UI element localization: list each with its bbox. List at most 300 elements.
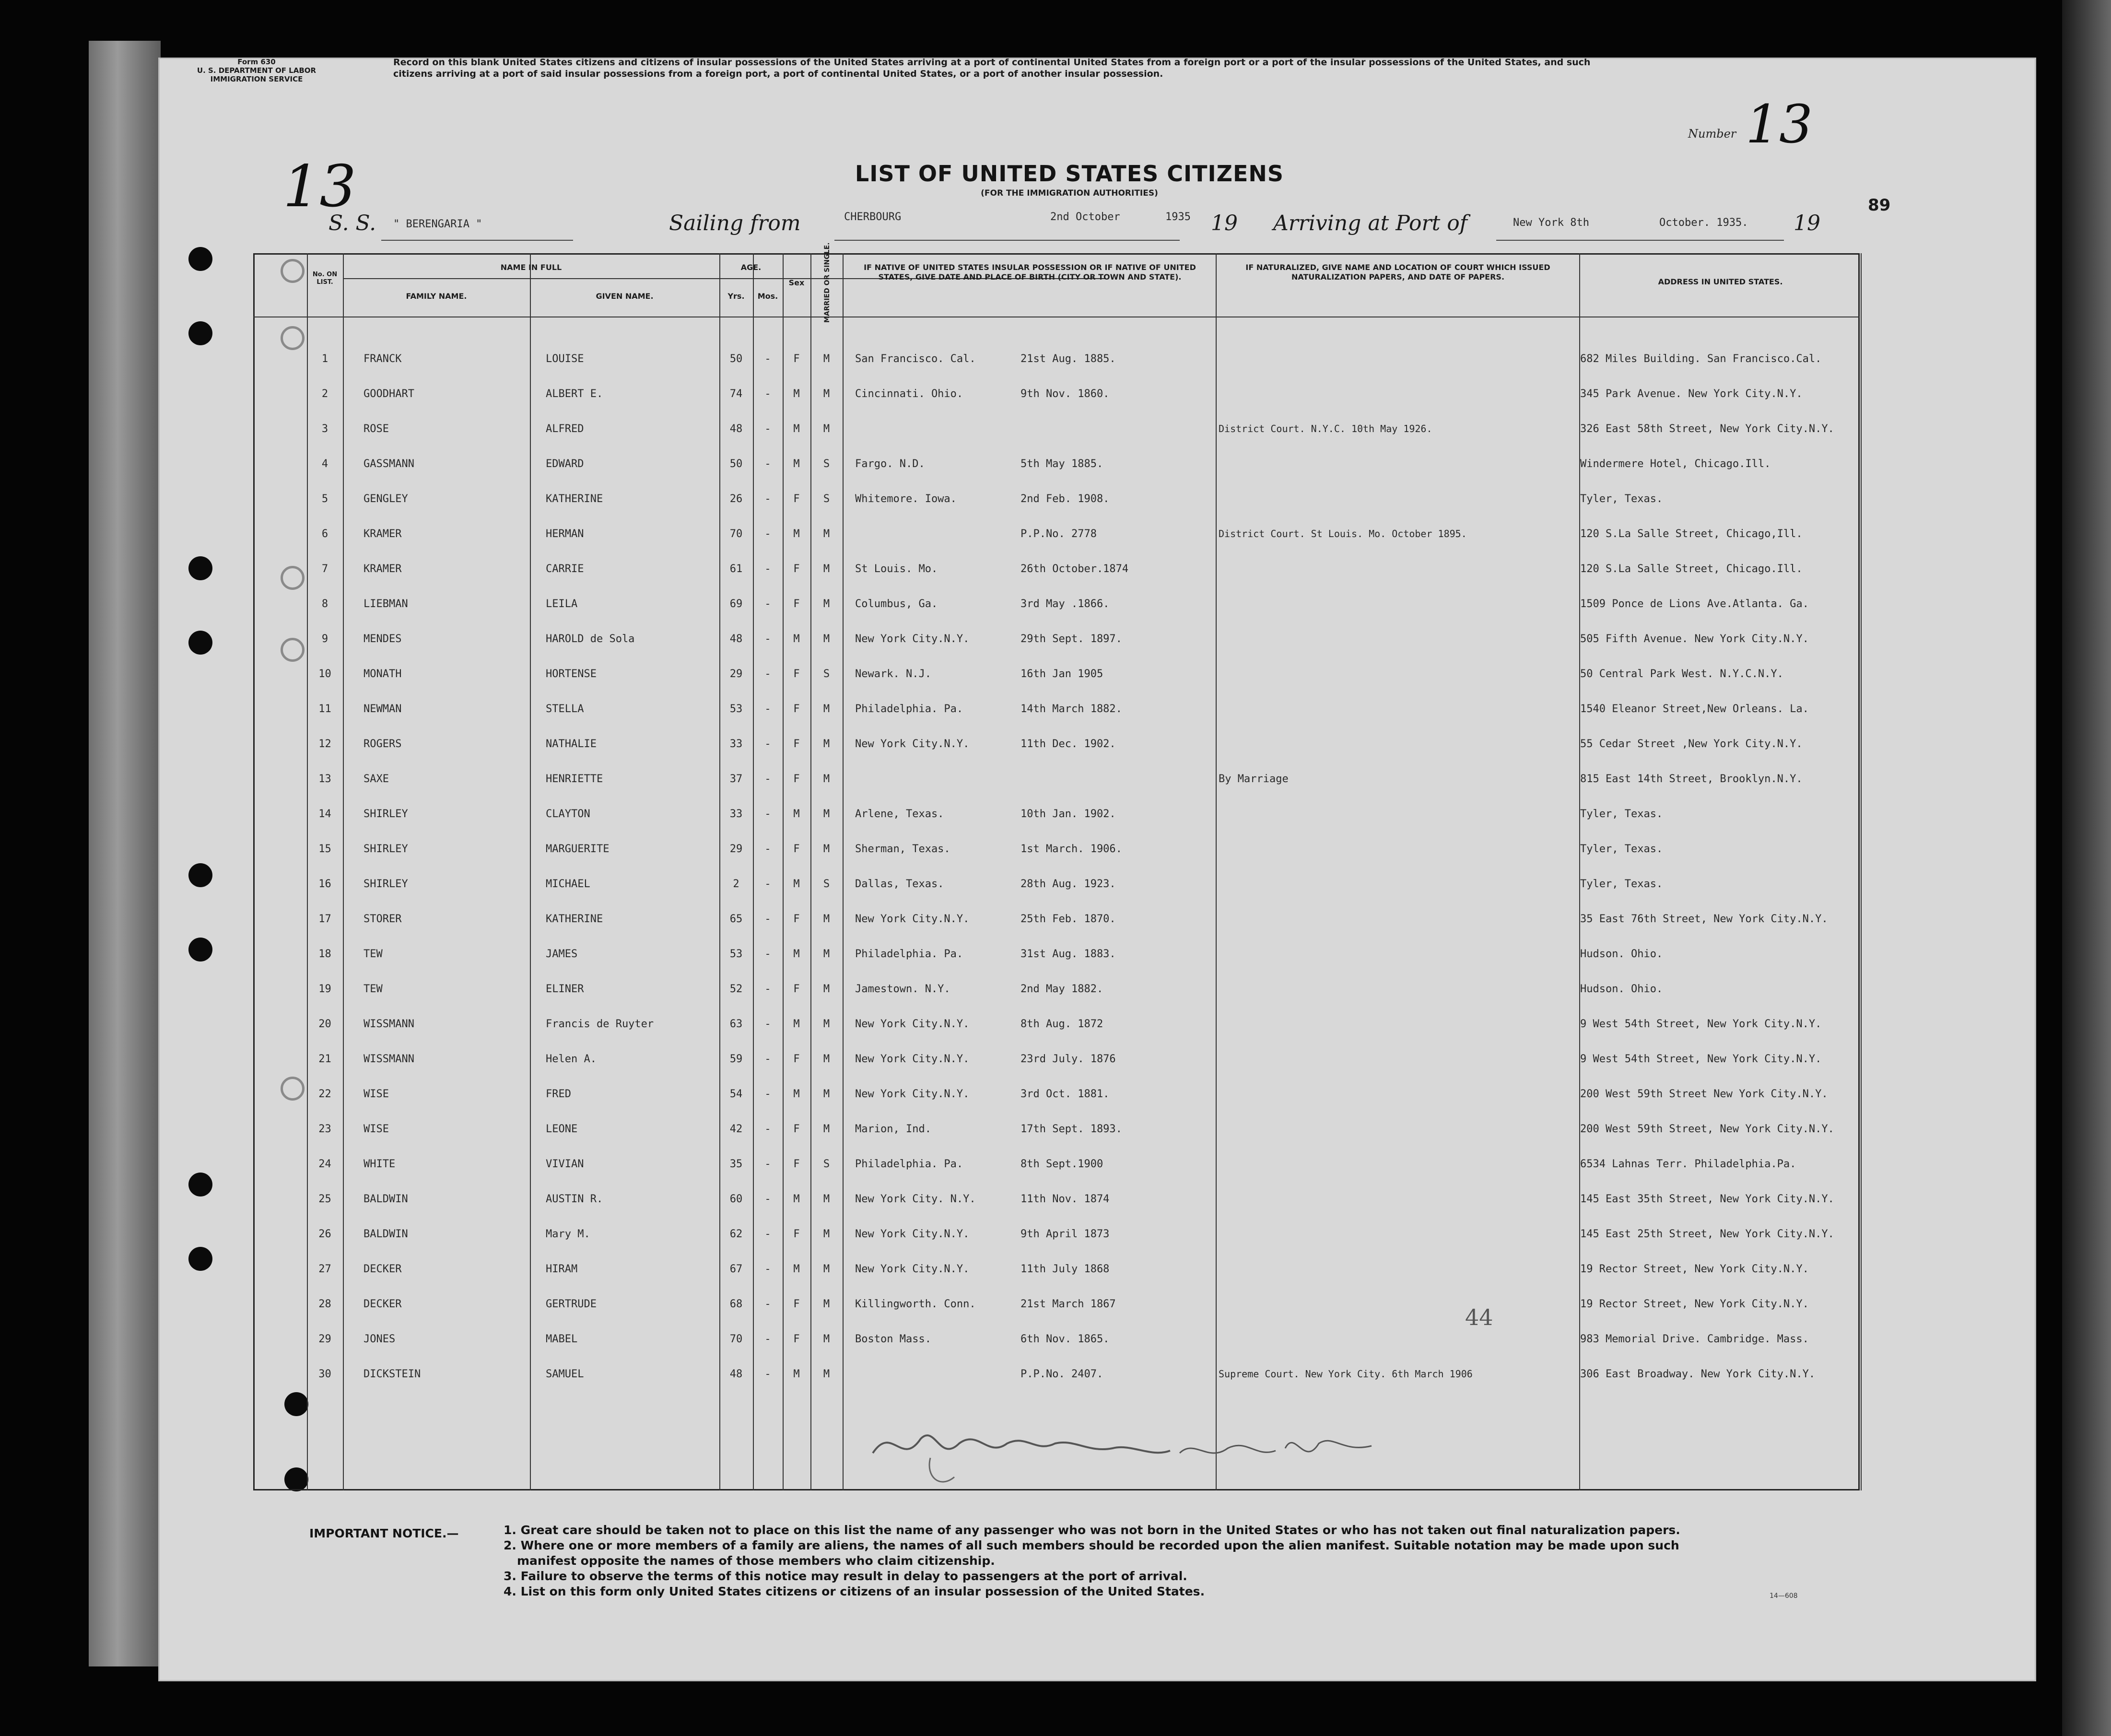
sex: M: [793, 1263, 800, 1275]
row-number: 19: [318, 983, 331, 995]
sex: F: [793, 493, 800, 505]
table-row: [253, 867, 1860, 902]
table-row: [253, 551, 1860, 586]
birth-place: Cincinnati. Ohio.: [855, 388, 963, 400]
age-years: 59: [729, 1053, 743, 1065]
family-name: WISSMANN: [364, 1018, 414, 1030]
family-name: DECKER: [364, 1263, 402, 1275]
marital-status: M: [823, 1368, 830, 1380]
birth-date: 11th Nov. 1874: [1020, 1193, 1110, 1205]
stamp-number: 44: [1465, 1304, 1493, 1330]
age-months: -: [764, 703, 771, 715]
row-number: 2: [321, 388, 328, 400]
naturalization: [1219, 692, 1583, 727]
birth-place: Newark. N.J.: [855, 668, 931, 680]
age-months: -: [764, 773, 771, 785]
sex: M: [793, 1193, 800, 1205]
birth-place: New York City.N.Y.: [855, 1018, 970, 1030]
sex: M: [793, 1018, 800, 1030]
given-name: MICHAEL: [546, 878, 590, 890]
table-row: [253, 376, 1860, 411]
age-years: 53: [729, 703, 743, 715]
table-row: [253, 727, 1860, 762]
table-row: [253, 937, 1860, 972]
age-years: 29: [729, 843, 743, 855]
given-name: MARGUERITE: [546, 843, 610, 855]
given-name: HIRAM: [546, 1263, 578, 1275]
sex: F: [793, 738, 800, 750]
birth-date: 6th Nov. 1865.: [1020, 1333, 1110, 1345]
marital-status: M: [823, 528, 830, 540]
table-row: [253, 762, 1860, 797]
given-name: HORTENSE: [546, 668, 597, 680]
sex: F: [793, 913, 800, 925]
marital-status: M: [823, 1088, 830, 1100]
birth-date: 14th March 1882.: [1020, 703, 1122, 715]
age-months: -: [764, 808, 771, 820]
marital-status: M: [823, 1193, 830, 1205]
sailing-year: 1935: [1165, 211, 1191, 223]
given-name: FRED: [546, 1088, 571, 1100]
marital-status: M: [823, 1263, 830, 1275]
table-row: [253, 1077, 1860, 1112]
arriving-port: New York 8th: [1513, 217, 1589, 229]
us-address: 1540 Eleanor Street,New Orleans. La.: [1580, 703, 1809, 715]
birth-place: Philadelphia. Pa.: [855, 703, 963, 715]
marital-status: M: [823, 633, 830, 645]
us-address: 983 Memorial Drive. Cambridge. Mass.: [1580, 1333, 1809, 1345]
naturalization: By Marriage: [1219, 773, 1289, 785]
birth-place: [855, 516, 1009, 551]
given-name: HERMAN: [546, 528, 584, 540]
table-row: [253, 1147, 1860, 1182]
marital-status: M: [823, 423, 830, 435]
us-address: Tyler, Texas.: [1580, 493, 1663, 505]
table-row: [253, 481, 1860, 516]
table-row: [253, 1182, 1860, 1217]
family-name: SHIRLEY: [364, 878, 408, 890]
birth-date: 2nd May 1882.: [1020, 983, 1103, 995]
marital-status: M: [823, 843, 830, 855]
age-months: -: [764, 598, 771, 610]
given-name: CARRIE: [546, 563, 584, 575]
sex: M: [793, 633, 800, 645]
naturalization: [1219, 1007, 1583, 1042]
record-instructions: Record on this blank United States citizens and citizens of insular possessions of the United States arriving at a port of continental United States from a foreign port or a port of the insular possessions of the United States, and such citizens arriving at a port of said insular possessions from a foreign port, a port of continental United States, or a port of another insular possession.: [393, 57, 1591, 79]
given-name: Helen A.: [546, 1053, 597, 1065]
naturalization: [1219, 727, 1583, 762]
punch-hole: [188, 247, 212, 271]
naturalization: [1219, 622, 1583, 657]
given-name: NATHALIE: [546, 738, 597, 750]
col-divider: [1861, 253, 1862, 1490]
table-row: [253, 797, 1860, 832]
birth-date: 1st March. 1906.: [1020, 843, 1122, 855]
page-title: LIST OF UNITED STATES CITIZENS: [855, 161, 1284, 187]
sex: M: [793, 878, 800, 890]
age-years: 54: [729, 1088, 743, 1100]
year-prefix-2: 19: [1794, 211, 1820, 235]
birth-place: Marion, Ind.: [855, 1123, 931, 1135]
age-years: 70: [729, 528, 743, 540]
age-months: -: [764, 1228, 771, 1240]
age-years: 48: [729, 423, 743, 435]
marital-status: M: [823, 353, 830, 365]
age-years: 63: [729, 1018, 743, 1030]
birth-place: Jamestown. N.Y.: [855, 983, 950, 995]
us-address: 682 Miles Building. San Francisco.Cal.: [1580, 353, 1822, 365]
marital-status: S: [823, 1158, 830, 1170]
family-name: SHIRLEY: [364, 843, 408, 855]
naturalization: [1219, 551, 1583, 586]
sex: M: [793, 1088, 800, 1100]
arriving-label: Arriving at Port of: [1273, 211, 1468, 235]
given-name: GERTRUDE: [546, 1298, 597, 1310]
table-row: [253, 341, 1860, 376]
naturalization: [1219, 376, 1583, 411]
underline: [1496, 240, 1784, 241]
marital-status: S: [823, 668, 830, 680]
given-name: LEILA: [546, 598, 578, 610]
age-years: 65: [729, 913, 743, 925]
age-months: -: [764, 493, 771, 505]
birth-date: 11th Dec. 1902.: [1020, 738, 1116, 750]
col-header-sex: Sex: [788, 278, 805, 287]
table-row: [253, 622, 1860, 657]
family-name: FRANCK: [364, 353, 402, 365]
birth-place: Killingworth. Conn.: [855, 1298, 976, 1310]
row-number: 15: [318, 843, 331, 855]
age-months: -: [764, 1298, 771, 1310]
us-address: 19 Rector Street, New York City.N.Y.: [1580, 1298, 1809, 1310]
col-header-address: ADDRESS IN UNITED STATES.: [1658, 277, 1783, 286]
col-header-age: AGE.: [740, 263, 762, 272]
family-name: DECKER: [364, 1298, 402, 1310]
given-name: JAMES: [546, 948, 578, 960]
family-name: MENDES: [364, 633, 402, 645]
notice-item-2: 2. Where one or more members of a family are aliens, the names of all such members should be recorded upon the alien manifest. Suitable notation may be made upon such: [504, 1538, 1679, 1552]
birth-date: 21st March 1867: [1020, 1298, 1116, 1310]
table-row: [253, 586, 1860, 622]
us-address: Tyler, Texas.: [1580, 843, 1663, 855]
row-number: 8: [321, 598, 328, 610]
naturalization: District Court. N.Y.C. 10th May 1926.: [1219, 423, 1432, 434]
sex: F: [793, 1158, 800, 1170]
page-subtitle: (FOR THE IMMIGRATION AUTHORITIES): [981, 188, 1158, 198]
us-address: 9 West 54th Street, New York City.N.Y.: [1580, 1018, 1822, 1030]
us-address: 200 West 59th Street, New York City.N.Y.: [1580, 1123, 1834, 1135]
row-number: 4: [321, 458, 328, 470]
table-row: [253, 692, 1860, 727]
family-name: KRAMER: [364, 563, 402, 575]
us-address: 200 West 59th Street New York City.N.Y.: [1580, 1088, 1828, 1100]
row-number: 5: [321, 493, 328, 505]
table-row: [253, 1217, 1860, 1252]
birth-date: 8th Aug. 1872: [1020, 1018, 1103, 1030]
age-months: -: [764, 983, 771, 995]
notice-item-2-cont: manifest opposite the names of those members who claim citizenship.: [517, 1554, 995, 1568]
age-months: -: [764, 1193, 771, 1205]
birth-place: Whitemore. Iowa.: [855, 493, 957, 505]
given-name: HENRIETTE: [546, 773, 603, 785]
sex: F: [793, 703, 800, 715]
marital-status: M: [823, 703, 830, 715]
sex: F: [793, 1053, 800, 1065]
birth-date: 11th July 1868: [1020, 1263, 1110, 1275]
age-months: -: [764, 633, 771, 645]
birth-date: 2nd Feb. 1908.: [1020, 493, 1110, 505]
naturalization: [1219, 1217, 1583, 1252]
family-name: WISSMANN: [364, 1053, 414, 1065]
row-number: 12: [318, 738, 331, 750]
given-name: Francis de Ruyter: [546, 1018, 654, 1030]
marital-status: M: [823, 738, 830, 750]
age-years: 74: [729, 388, 743, 400]
us-address: 120 S.La Salle Street, Chicago.Ill.: [1580, 563, 1803, 575]
row-number: 1: [321, 353, 328, 365]
birth-place: [855, 1357, 1009, 1392]
sex: F: [793, 353, 800, 365]
birth-date: 16th Jan 1905: [1020, 668, 1103, 680]
handwritten-list-number: 13: [1746, 94, 1813, 155]
us-address: Hudson. Ohio.: [1580, 948, 1663, 960]
age-years: 67: [729, 1263, 743, 1275]
notice-item-1: 1. Great care should be taken not to place on this list the name of any passenger who was not born in the United States or who has not taken out final naturalization papers.: [504, 1523, 1680, 1537]
age-months: -: [764, 563, 771, 575]
family-name: TEW: [364, 948, 383, 960]
us-address: 145 East 35th Street, New York City.N.Y.: [1580, 1193, 1834, 1205]
given-name: VIVIAN: [546, 1158, 584, 1170]
given-name: KATHERINE: [546, 913, 603, 925]
naturalization: [1219, 937, 1583, 972]
sex: M: [793, 1368, 800, 1380]
marital-status: M: [823, 983, 830, 995]
col-header-given: GIVEN NAME.: [596, 292, 654, 301]
sex: M: [793, 948, 800, 960]
birth-place: San Francisco. Cal.: [855, 353, 976, 365]
table-row: [253, 411, 1860, 446]
age-years: 48: [729, 1368, 743, 1380]
age-months: -: [764, 668, 771, 680]
birth-date: 31st Aug. 1883.: [1020, 948, 1116, 960]
age-months: -: [764, 1333, 771, 1345]
table-row: [253, 1252, 1860, 1287]
age-months: -: [764, 1053, 771, 1065]
table-row: [253, 1357, 1860, 1392]
table-row: [253, 972, 1860, 1007]
underline: [381, 240, 573, 241]
family-name: WISE: [364, 1088, 389, 1100]
marital-status: M: [823, 1298, 830, 1310]
us-address: Windermere Hotel, Chicago.Ill.: [1580, 458, 1771, 470]
col-header-no: No. ON LIST.: [312, 271, 338, 286]
row-number: 9: [321, 633, 328, 645]
naturalization: [1219, 657, 1583, 692]
us-address: 1509 Ponce de Lions Ave.Atlanta. Ga.: [1580, 598, 1809, 610]
age-years: 33: [729, 808, 743, 820]
sailing-date: 2nd October: [1050, 211, 1120, 223]
table-row: [253, 657, 1860, 692]
row-number: 3: [321, 423, 328, 435]
naturalization: [1219, 1322, 1583, 1357]
us-address: 505 Fifth Avenue. New York City.N.Y.: [1580, 633, 1809, 645]
sheet-number: 89: [1868, 196, 1891, 215]
birth-date: 9th Nov. 1860.: [1020, 388, 1110, 400]
row-number: 17: [318, 913, 331, 925]
naturalization: Supreme Court. New York City. 6th March 1906: [1219, 1368, 1473, 1380]
birth-date: 3rd Oct. 1881.: [1020, 1088, 1110, 1100]
birth-date: 21st Aug. 1885.: [1020, 353, 1116, 365]
age-months: -: [764, 913, 771, 925]
table-row: [253, 1287, 1860, 1322]
form-code: 14—608: [1770, 1592, 1798, 1600]
marital-status: M: [823, 1053, 830, 1065]
sex: M: [793, 458, 800, 470]
age-years: 61: [729, 563, 743, 575]
row-number: 24: [318, 1158, 331, 1170]
birth-date: 3rd May .1866.: [1020, 598, 1110, 610]
age-years: 53: [729, 948, 743, 960]
birth-date: [1020, 411, 1215, 446]
sex: F: [793, 598, 800, 610]
age-months: -: [764, 1368, 771, 1380]
given-name: SAMUEL: [546, 1368, 584, 1380]
table-row: [253, 832, 1860, 867]
sex: M: [793, 808, 800, 820]
row-number: 30: [318, 1368, 331, 1380]
notice-heading: IMPORTANT NOTICE.—: [309, 1526, 459, 1540]
naturalization: [1219, 867, 1583, 902]
given-name: HAROLD de Sola: [546, 633, 635, 645]
birth-place: New York City.N.Y.: [855, 1053, 970, 1065]
age-years: 48: [729, 633, 743, 645]
us-address: Hudson. Ohio.: [1580, 983, 1663, 995]
col-header-mos: Mos.: [757, 292, 778, 301]
family-name: ROGERS: [364, 738, 402, 750]
age-months: -: [764, 843, 771, 855]
family-name: JONES: [364, 1333, 396, 1345]
row-number: 6: [321, 528, 328, 540]
marital-status: S: [823, 878, 830, 890]
birth-place: Columbus, Ga.: [855, 598, 938, 610]
table-row: [253, 902, 1860, 937]
naturalization: [1219, 1147, 1583, 1182]
birth-place: New York City.N.Y.: [855, 1088, 970, 1100]
birth-date: 10th Jan. 1902.: [1020, 808, 1116, 820]
age-years: 52: [729, 983, 743, 995]
us-address: 815 East 14th Street, Brooklyn.N.Y.: [1580, 773, 1803, 785]
marital-status: M: [823, 948, 830, 960]
row-number: 27: [318, 1263, 331, 1275]
punch-hole: [188, 556, 212, 580]
naturalization: [1219, 1252, 1583, 1287]
age-months: -: [764, 878, 771, 890]
marital-status: M: [823, 1228, 830, 1240]
sex: F: [793, 563, 800, 575]
given-name: LOUISE: [546, 353, 584, 365]
naturalization: [1219, 1287, 1583, 1322]
given-name: Mary M.: [546, 1228, 590, 1240]
birth-place: [855, 411, 1009, 446]
us-address: Tyler, Texas.: [1580, 808, 1663, 820]
given-name: LEONE: [546, 1123, 578, 1135]
naturalization: [1219, 341, 1583, 376]
marital-status: M: [823, 563, 830, 575]
age-months: -: [764, 528, 771, 540]
age-years: 35: [729, 1158, 743, 1170]
punch-hole: [188, 321, 212, 345]
family-name: TEW: [364, 983, 383, 995]
row-number: 20: [318, 1018, 331, 1030]
row-number: 26: [318, 1228, 331, 1240]
family-name: GOODHART: [364, 388, 414, 400]
us-address: 145 East 25th Street, New York City.N.Y.: [1580, 1228, 1834, 1240]
birth-place: St Louis. Mo.: [855, 563, 938, 575]
birth-date: 9th April 1873: [1020, 1228, 1110, 1240]
punch-hole: [188, 863, 212, 887]
punch-hole: [188, 1247, 212, 1271]
age-months: -: [764, 1263, 771, 1275]
naturalization: [1219, 902, 1583, 937]
marital-status: M: [823, 1123, 830, 1135]
row-number: 23: [318, 1123, 331, 1135]
given-name: KATHERINE: [546, 493, 603, 505]
us-address: 326 East 58th Street, New York City.N.Y.: [1580, 423, 1834, 435]
punch-hole: [188, 938, 212, 962]
handwritten-number-left: 13: [283, 153, 356, 220]
given-name: ALBERT E.: [546, 388, 603, 400]
col-header-birth: IF NATIVE OF UNITED STATES INSULAR POSSESSION OR IF NATIVE OF UNITED STATES, GIVE DATE AND PLACE OF BIRTH (CITY OR TOWN AND STATE).: [864, 263, 1196, 282]
ship-name: " BERENGARIA ": [393, 218, 482, 230]
ss-label: S. S.: [328, 211, 376, 235]
age-years: 26: [729, 493, 743, 505]
naturalization: [1219, 1112, 1583, 1147]
row-number: 29: [318, 1333, 331, 1345]
notice-item-4: 4. List on this form only United States citizens or citizens of an insular possession of the United States.: [504, 1584, 1205, 1598]
row-number: 11: [318, 703, 331, 715]
birth-place: New York City.N.Y.: [855, 738, 970, 750]
notice-item-3: 3. Failure to observe the terms of this notice may result in delay to passengers at the port of arrival.: [504, 1569, 1187, 1583]
birth-place: Philadelphia. Pa.: [855, 948, 963, 960]
age-years: 62: [729, 1228, 743, 1240]
col-header-naturalized: IF NATURALIZED, GIVE NAME AND LOCATION OF COURT WHICH ISSUED NATURALIZATION PAPERS, AND DATE OF PAPERS.: [1245, 263, 1550, 282]
naturalization: District Court. St Louis. Mo. October 1895.: [1219, 528, 1467, 540]
underline: [834, 240, 1180, 241]
sex: F: [793, 843, 800, 855]
age-years: 29: [729, 668, 743, 680]
marital-status: M: [823, 1333, 830, 1345]
age-years: 68: [729, 1298, 743, 1310]
birth-date: 28th Aug. 1923.: [1020, 878, 1116, 890]
marital-status: S: [823, 493, 830, 505]
us-address: 120 S.La Salle Street, Chicago,Ill.: [1580, 528, 1803, 540]
birth-place: Sherman, Texas.: [855, 843, 950, 855]
age-years: 50: [729, 458, 743, 470]
marital-status: M: [823, 913, 830, 925]
age-months: -: [764, 388, 771, 400]
naturalization: [1219, 797, 1583, 832]
age-years: 50: [729, 353, 743, 365]
naturalization: [1219, 1182, 1583, 1217]
given-name: ELINER: [546, 983, 584, 995]
us-address: 19 Rector Street, New York City.N.Y.: [1580, 1263, 1809, 1275]
naturalization: [1219, 972, 1583, 1007]
given-name: ALFRED: [546, 423, 584, 435]
age-months: -: [764, 738, 771, 750]
punch-hole: [188, 1173, 212, 1196]
naturalization: [1219, 586, 1583, 622]
us-address: 50 Central Park West. N.Y.C.N.Y.: [1580, 668, 1783, 680]
